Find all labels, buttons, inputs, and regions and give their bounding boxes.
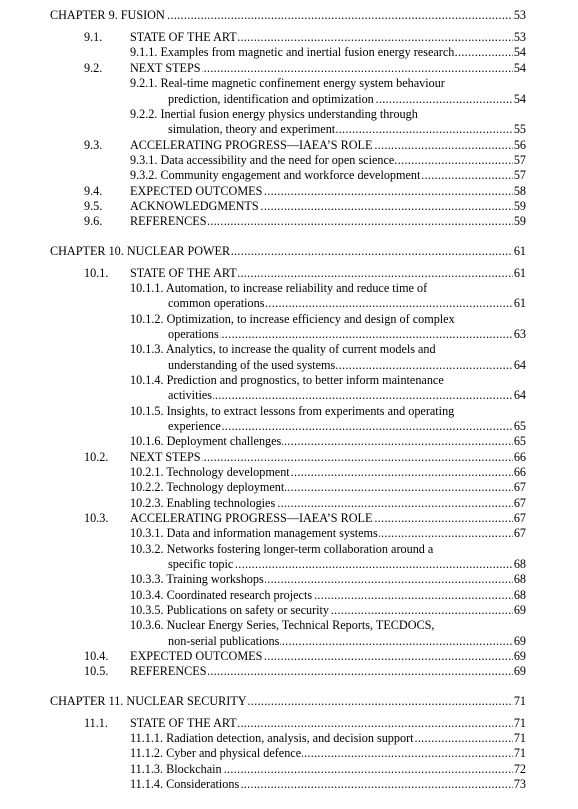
section-title[interactable]: 11.1.2. Cyber and physical defence (130, 746, 302, 760)
page-number: 68 (513, 557, 526, 571)
page-number: 72 (513, 762, 526, 776)
page-number: 54 (513, 61, 526, 75)
page-number: 69 (513, 603, 526, 617)
section-title-continued[interactable]: operations (168, 327, 219, 341)
section-title-continued[interactable]: simulation, theory and experiment (168, 122, 336, 136)
chapter-title[interactable]: CHAPTER 11. NUCLEAR SECURITY (50, 694, 247, 708)
page-number: 71 (513, 694, 526, 708)
toc-entry-row[interactable] (0, 342, 578, 358)
toc-entry-continuation[interactable] (0, 634, 578, 650)
page-number: 53 (513, 30, 526, 44)
section-title[interactable]: STATE OF THE ART (130, 266, 237, 280)
toc-entry-continuation[interactable] (0, 327, 578, 343)
page-number: 59 (513, 199, 526, 213)
toc-entry-continuation[interactable] (0, 358, 578, 374)
section-title-continued[interactable]: specific topic (168, 557, 234, 571)
page-number: 56 (513, 138, 526, 152)
page-number: 61 (513, 296, 526, 310)
toc-entry-continuation[interactable] (0, 296, 578, 312)
section-number: 9.1. (84, 30, 103, 44)
page-number: 57 (513, 153, 526, 167)
toc-entry-row[interactable] (0, 526, 578, 542)
page-number: 69 (513, 649, 526, 663)
page-number: 65 (513, 434, 526, 448)
toc-entry-row[interactable] (0, 281, 578, 297)
page-number: 73 (513, 777, 526, 791)
section-title[interactable]: 10.1.5. Insights, to extract lessons from experiments and operating (130, 404, 455, 418)
page-number: 67 (513, 496, 526, 510)
page-number: 64 (513, 388, 526, 402)
section-title[interactable]: ACCELERATING PROGRESS—IAEA’S ROLE (130, 138, 373, 152)
section-title[interactable]: 10.2.1. Technology development (130, 465, 290, 479)
toc-entry-row[interactable] (0, 716, 578, 732)
section-title[interactable]: 11.1.3. Blockchain (130, 762, 222, 776)
section-number: 10.5. (84, 664, 109, 678)
section-title[interactable]: 10.3.1. Data and information management systems (130, 526, 378, 540)
toc-entry-continuation[interactable] (0, 92, 578, 108)
page-number: 59 (513, 214, 526, 228)
section-number: 10.1. (84, 266, 109, 280)
page-number: 67 (513, 511, 526, 525)
section-title[interactable]: 10.3.3. Training workshops (130, 572, 264, 586)
toc-entry-row[interactable] (0, 61, 578, 77)
toc-entry-row[interactable] (0, 664, 578, 680)
toc-entry-row[interactable] (0, 76, 578, 92)
toc-entry-continuation[interactable] (0, 419, 578, 435)
section-title[interactable]: 11.1.4. Considerations (130, 777, 240, 791)
section-title[interactable]: 10.1.4. Prediction and prognostics, to better inform maintenance (130, 373, 444, 387)
page-number: 61 (513, 266, 526, 280)
section-title[interactable]: NEXT STEPS (130, 61, 201, 75)
toc-entry-row[interactable] (0, 450, 578, 466)
page-number: 68 (513, 588, 526, 602)
page-number: 69 (513, 664, 526, 678)
section-title[interactable]: STATE OF THE ART (130, 30, 237, 44)
section-title[interactable]: 9.3.1. Data accessibility and the need for open science (130, 153, 395, 167)
toc-entry-row[interactable] (0, 404, 578, 420)
chapter-title[interactable]: CHAPTER 10. NUCLEAR POWER (50, 244, 231, 258)
section-title[interactable]: REFERENCES (130, 664, 207, 678)
toc-entry-row[interactable] (0, 731, 578, 747)
toc-entry-continuation[interactable] (0, 122, 578, 138)
toc-entry-row[interactable] (0, 214, 578, 230)
section-number: 9.4. (84, 184, 103, 198)
section-title-continued[interactable]: common operations (168, 296, 265, 310)
section-number: 9.6. (84, 214, 103, 228)
page-number: 58 (513, 184, 526, 198)
toc-entry-row[interactable] (0, 777, 578, 793)
dot-leader (168, 327, 514, 342)
section-title[interactable]: 10.1.3. Analytics, to increase the quality of current models and (130, 342, 436, 356)
toc-entry-row[interactable] (0, 184, 578, 200)
dot-leader (168, 388, 514, 403)
section-title[interactable]: 10.1.6. Deployment challenges (130, 434, 282, 448)
toc-entry-row[interactable] (0, 107, 578, 123)
section-title[interactable]: ACKNOWLEDGMENTS (130, 199, 259, 213)
toc-entry-row[interactable] (0, 465, 578, 481)
page-number: 54 (513, 92, 526, 106)
toc-entry-continuation[interactable] (0, 388, 578, 404)
section-number: 9.5. (84, 199, 103, 213)
page-number: 66 (513, 450, 526, 464)
page-number: 71 (513, 716, 526, 730)
toc-entry-row[interactable] (0, 572, 578, 588)
section-number: 10.2. (84, 450, 109, 464)
toc-entry-row[interactable] (0, 153, 578, 169)
toc-entry-row[interactable] (0, 312, 578, 328)
section-title[interactable]: 10.3.4. Coordinated research projects (130, 588, 313, 602)
section-title[interactable]: 10.2.3. Enabling technologies (130, 496, 276, 510)
toc-entry-row[interactable] (0, 138, 578, 154)
page-number: 63 (513, 327, 526, 341)
section-title-continued[interactable]: experience (168, 419, 221, 433)
section-title[interactable]: EXPECTED OUTCOMES (130, 184, 263, 198)
toc-entry-row[interactable] (0, 45, 578, 61)
toc-entry-row[interactable] (0, 168, 578, 184)
page-number: 71 (513, 731, 526, 745)
section-number: 11.1. (84, 716, 108, 730)
page-number: 57 (513, 168, 526, 182)
page-number: 68 (513, 572, 526, 586)
section-title[interactable]: NEXT STEPS (130, 450, 201, 464)
page-number: 55 (513, 122, 526, 136)
toc-entry-row[interactable] (0, 618, 578, 634)
section-title[interactable]: STATE OF THE ART (130, 716, 237, 730)
toc-entry-row[interactable] (0, 199, 578, 215)
section-title-continued[interactable]: prediction, identification and optimization (168, 92, 374, 106)
section-title[interactable]: REFERENCES (130, 214, 207, 228)
page-number: 53 (513, 8, 526, 22)
section-number: 10.4. (84, 649, 109, 663)
section-title[interactable]: 11.1.1. Radiation detection, analysis, and decision support (130, 731, 414, 745)
section-title[interactable]: 10.1.1. Automation, to increase reliability and reduce time of (130, 281, 428, 295)
toc-entry-row[interactable] (0, 649, 578, 665)
toc-entry-continuation[interactable] (0, 557, 578, 573)
toc-chapter-row[interactable] (0, 694, 578, 710)
section-title[interactable]: 9.1.1. Examples from magnetic and inertial fusion energy research (130, 45, 455, 59)
section-title[interactable]: 9.2.1. Real-time magnetic confinement energy system behaviour (130, 76, 445, 90)
section-title-continued[interactable]: activities (168, 388, 212, 402)
toc-entry-row[interactable] (0, 434, 578, 450)
section-number: 10.3. (84, 511, 109, 525)
toc-entry-row[interactable] (0, 603, 578, 619)
page-number: 69 (513, 634, 526, 648)
chapter-title[interactable]: CHAPTER 9. FUSION (50, 8, 165, 22)
page-number: 71 (513, 746, 526, 760)
section-title[interactable]: 10.3.6. Nuclear Energy Series, Technical Reports, TECDOCS, (130, 618, 435, 632)
page-number: 66 (513, 465, 526, 479)
toc-entry-row[interactable] (0, 542, 578, 558)
page-number: 67 (513, 480, 526, 494)
section-title-continued[interactable]: non-serial publications (168, 634, 280, 648)
page-number: 65 (513, 419, 526, 433)
toc-entry-row[interactable] (0, 511, 578, 527)
toc-entry-row[interactable] (0, 746, 578, 762)
section-title[interactable]: 9.2.2. Inertial fusion energy physics understanding through (130, 107, 418, 121)
section-number: 9.3. (84, 138, 103, 152)
toc-entry-row[interactable] (0, 266, 578, 282)
section-title[interactable]: 10.3.2. Networks fostering longer-term collaboration around a (130, 542, 434, 556)
toc-entry-row[interactable] (0, 496, 578, 512)
page-number: 61 (513, 244, 526, 258)
toc-chapter-row[interactable] (0, 8, 578, 24)
section-title[interactable]: 10.3.5. Publications on safety or security (130, 603, 330, 617)
toc-entry-row[interactable] (0, 480, 578, 496)
toc-entry-row[interactable] (0, 588, 578, 604)
page-number: 67 (513, 526, 526, 540)
section-title[interactable]: 10.2.2. Technology deployment (130, 480, 285, 494)
section-title-continued[interactable]: understanding of the used systems (168, 358, 336, 372)
section-title[interactable]: ACCELERATING PROGRESS—IAEA’S ROLE (130, 511, 373, 525)
toc-entry-row[interactable] (0, 30, 578, 46)
toc-chapter-row[interactable] (0, 244, 578, 260)
section-title[interactable]: EXPECTED OUTCOMES (130, 649, 263, 663)
section-number: 9.2. (84, 61, 103, 75)
page-number: 54 (513, 45, 526, 59)
toc-entry-row[interactable] (0, 762, 578, 778)
section-title[interactable]: 9.3.2. Community engagement and workforce development (130, 168, 421, 182)
section-title[interactable]: 10.1.2. Optimization, to increase efficiency and design of complex (130, 312, 455, 326)
toc-entry-row[interactable] (0, 373, 578, 389)
page-number: 64 (513, 358, 526, 372)
